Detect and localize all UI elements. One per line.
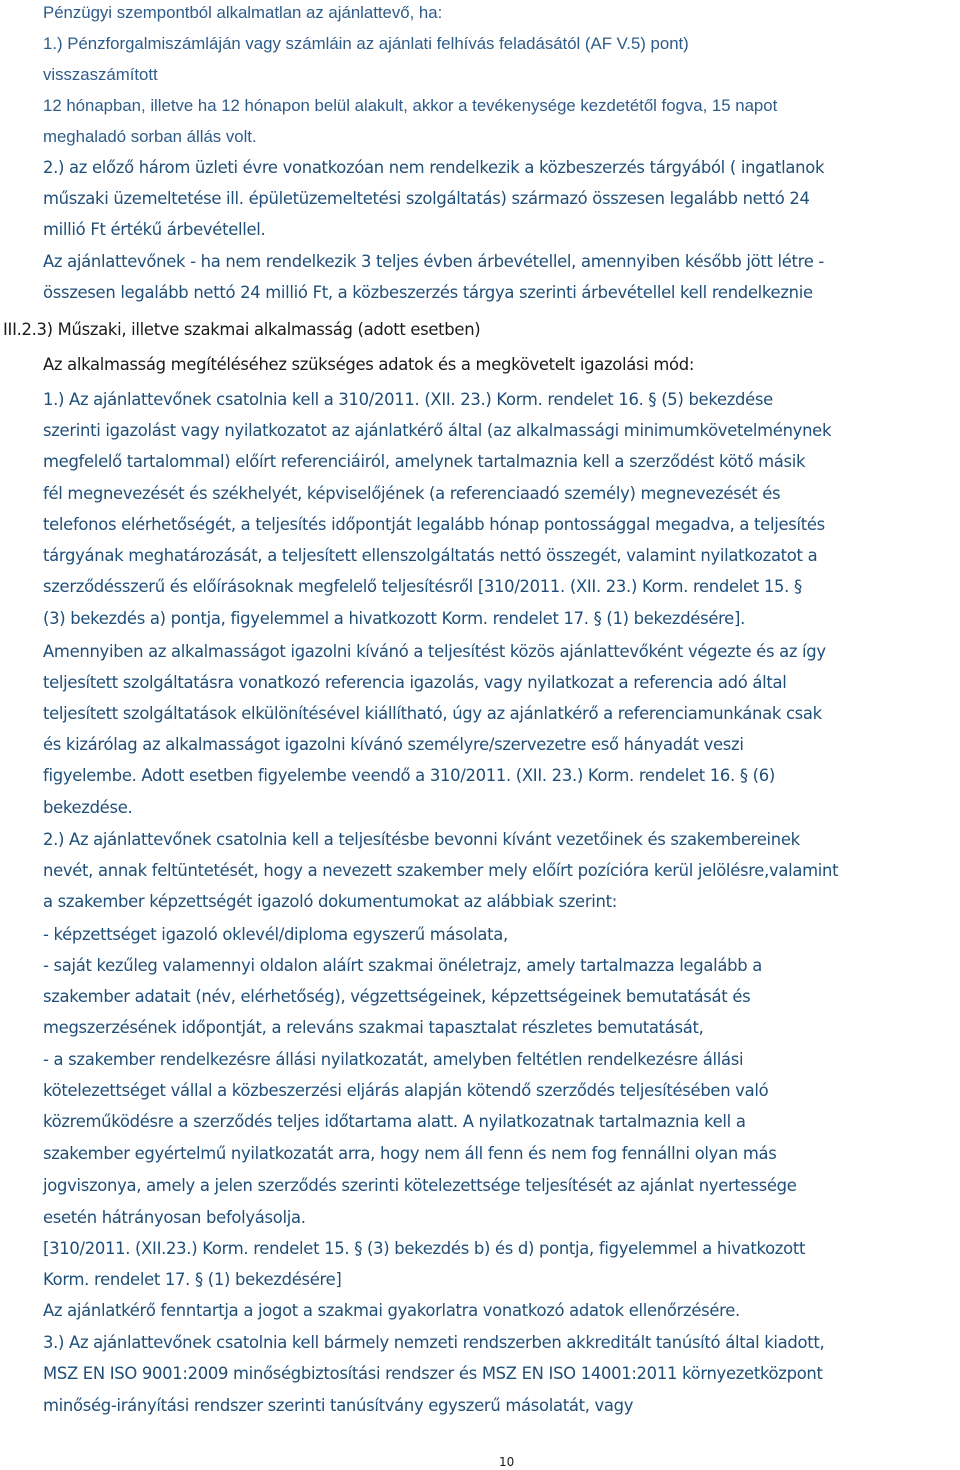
text-line: 2.) Az ajánlattevőnek csatolnia kell a teljesítésbe bevonni kívánt vezetőinek és szakembereinek	[43, 830, 800, 849]
text-line: teljesített szolgáltatásra vonatkozó referencia igazolás, vagy nyilatkozat a referencia adó által	[43, 673, 787, 692]
text-line: megszerzésének időpontját, a releváns szakmai tapasztalat részletes bemutatását,	[43, 1018, 704, 1037]
section-heading: III.2.3) Műszaki, illetve szakmai alkalmasság (adott esetben)	[3, 320, 481, 339]
page-number: 10	[499, 1455, 515, 1469]
text-line: MSZ EN ISO 9001:2009 minőségbiztosítási rendszer és MSZ EN ISO 14001:2011 környezetközpont	[43, 1364, 823, 1383]
text-line: megfelelő tartalommal) előírt referenciáiról, amelynek tartalmaznia kell a szerződést kötő másik	[43, 452, 806, 471]
text-line: minőség-irányítási rendszer szerinti tanúsítvány egyszerű másolatát, vagy	[43, 1396, 634, 1415]
text-line: szakember egyértelmű nyilatkozatát arra, hogy nem áll fenn és nem fog fennállni olyan más	[43, 1144, 777, 1163]
list-item: - saját kezűleg valamennyi oldalon aláírt szakmai önéletrajz, amely tartalmazza legalább a	[43, 956, 762, 975]
text-line: jogviszonya, amely a jelen szerződés szerinti kötelezettsége teljesítését az ajánlat nyertessége	[43, 1176, 797, 1195]
list-item: - képzettséget igazoló oklevél/diploma egyszerű másolata,	[43, 925, 508, 944]
text-line: fél megnevezését és székhelyét, képviselőjének (a referenciaadó személy) megnevezését és	[43, 484, 781, 503]
text-line: meghaladó sorban állás volt.	[43, 127, 257, 146]
text-line: (3) bekezdés a) pontja, figyelemmel a hivatkozott Korm. rendelet 17. § (1) bekezdésére].	[43, 609, 745, 628]
text-line: figyelembe. Adott esetben figyelembe veendő a 310/2011. (XII. 23.) Korm. rendelet 16. § (6)	[43, 766, 775, 785]
list-item: - a szakember rendelkezésre állási nyilatkozatát, amelyben feltétlen rendelkezésre állási	[43, 1050, 744, 1069]
text-line: és kizárólag az alkalmasságot igazolni kívánó személyre/szervezetre eső hányadát veszi	[43, 735, 744, 754]
text-line: Korm. rendelet 17. § (1) bekezdésére]	[43, 1270, 342, 1289]
text-line: 12 hónapban, illetve ha 12 hónapon belül alakult, akkor a tevékenysége kezdetétől fogva, 15 napot	[43, 96, 778, 115]
text-line: Az ajánlatkérő fenntartja a jogot a szakmai gyakorlatra vonatkozó adatok ellenőrzésére.	[43, 1301, 740, 1320]
text-line: [310/2011. (XII.23.) Korm. rendelet 15. § (3) bekezdés b) és d) pontja, figyelemmel a hivatkozott	[43, 1239, 806, 1258]
text-line: a szakember képzettségét igazoló dokumentumokat az alábbiak szerint:	[43, 892, 617, 911]
text-line: telefonos elérhetőségét, a teljesítés időpontját legalább hónap pontossággal megadva, a teljesítés	[43, 515, 825, 534]
text-line: teljesített szolgáltatások elkülönítésével kiállítható, úgy az ajánlatkérő a referenciamunkának csak	[43, 704, 822, 723]
text-line: 3.) Az ajánlattevőnek csatolnia kell bármely nemzeti rendszerben akkreditált tanúsító által kiadott,	[43, 1333, 825, 1352]
text-line: tárgyának meghatározását, a teljesített ellenszolgáltatás nettó összegét, valamint nyilatkozatot a	[43, 546, 818, 565]
text-line: műszaki üzemeltetése ill. épületüzemeltetési szolgáltatás) származó összesen legalább nettó 24	[43, 189, 810, 208]
text-line: esetén hátrányosan befolyásolja.	[43, 1208, 306, 1227]
text-line: szakember adatait (név, elérhetőség), végzettségeinek, képzettségeinek bemutatását és	[43, 987, 751, 1006]
text-line: bekezdése.	[43, 798, 133, 817]
text-line: közreműködésre a szerződés teljes időtartama alatt. A nyilatkozatnak tartalmaznia kell a	[43, 1112, 746, 1131]
text-line: kötelezettséget vállal a közbeszerzési eljárás alapján kötendő szerződés teljesítésében való	[43, 1081, 769, 1100]
text-line: szerinti igazolást vagy nyilatkozatot az ajánlatkérő által (az alkalmassági minimumkövetelménynek	[43, 421, 832, 440]
text-line: Az ajánlattevőnek - ha nem rendelkezik 3 teljes évben árbevétellel, amennyiben később jött létre -	[43, 252, 825, 271]
text-line: 1.) Az ajánlattevőnek csatolnia kell a 310/2011. (XII. 23.) Korm. rendelet 16. § (5) bekezdése	[43, 390, 773, 409]
text-line: millió Ft értékű árbevétellel.	[43, 220, 266, 239]
text-line: 2.) az előző három üzleti évre vonatkozóan nem rendelkezik a közbeszerzés tárgyából ( ingatlanok	[43, 158, 825, 177]
text-line: összesen legalább nettó 24 millió Ft, a közbeszerzés tárgya szerinti árbevétellel kell rendelkeznie	[43, 283, 813, 302]
text-line: szerződésszerű és előírásoknak megfelelő teljesítésről [310/2011. (XII. 23.) Korm. rendelet 15. §	[43, 577, 802, 596]
text-line: 1.) Pénzforgalmiszámláján vagy számláin az ajánlati felhívás feladásától (AF V.5) pont)	[43, 34, 689, 53]
section-subheading: Az alkalmasság megítéléséhez szükséges adatok és a megkövetelt igazolási mód:	[43, 355, 695, 374]
text-line: Amennyiben az alkalmasságot igazolni kívánó a teljesítést közös ajánlattevőként végezte és az így	[43, 642, 826, 661]
text-line: nevét, annak feltüntetését, hogy a nevezett szakember mely előírt pozícióra kerül jelölésre,valamint	[43, 861, 839, 880]
text-line: Pénzügyi szempontból alkalmatlan az ajánlattevő, ha:	[43, 3, 443, 22]
text-line: visszaszámított	[43, 65, 158, 84]
